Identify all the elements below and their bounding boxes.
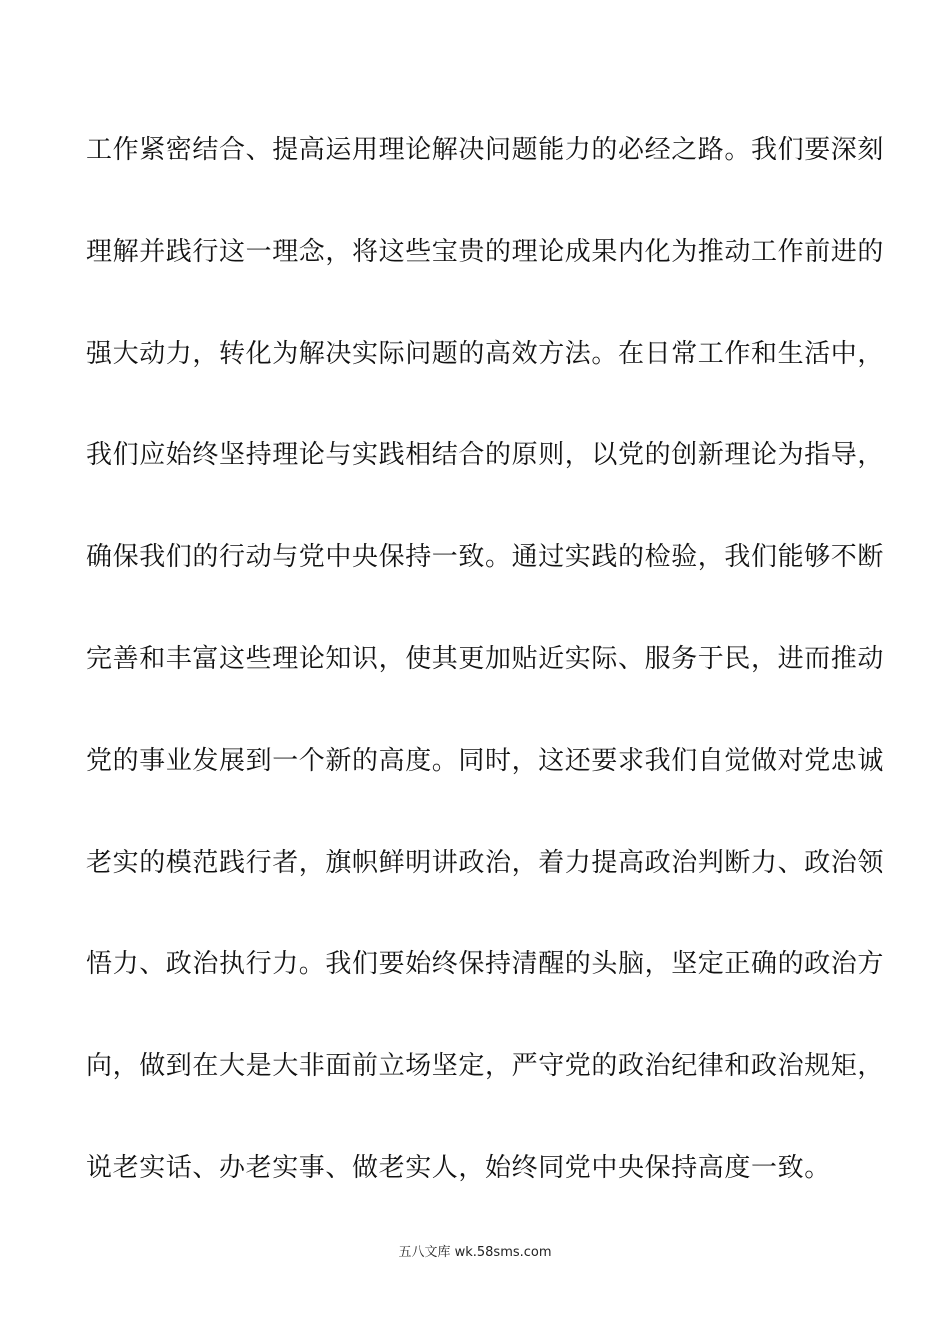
text-line: 党的事业发展到一个新的高度。同时，这还要求我们自觉做对党忠诚 bbox=[86, 745, 885, 776]
text-line: 完善和丰富这些理论知识，使其更加贴近实际、服务于民，进而推动 bbox=[86, 643, 885, 674]
page-footer: 五八文库 wk.58sms.com bbox=[398, 1245, 552, 1260]
text-line: 强大动力，转化为解决实际问题的高效方法。在日常工作和生活中， bbox=[86, 338, 885, 369]
text-line: 悟力、政治执行力。我们要始终保持清醒的头脑，坚定正确的政治方 bbox=[86, 949, 885, 980]
text-line: 工作紧密结合、提高运用理论解决问题能力的必经之路。我们要深刻 bbox=[86, 135, 885, 165]
text-line: 向，做到在大是大非面前立场坚定，严守党的政治纪律和政治规矩， bbox=[86, 1051, 885, 1082]
text-line: 老实的模范践行者，旗帜鲜明讲政治，着力提高政治判断力、政治领 bbox=[86, 847, 885, 878]
text-line: 确保我们的行动与党中央保持一致。通过实践的检验，我们能够不断 bbox=[86, 542, 885, 573]
text-line: 说老实话、办老实事、做老实人，始终同党中央保持高度一致。 bbox=[86, 1152, 831, 1183]
body-paragraph bbox=[86, 118, 885, 1238]
text-line: 我们应始终坚持理论与实践相结合的原则，以党的创新理论为指导， bbox=[86, 440, 885, 471]
text-line: 理解并践行这一理念，将这些宝贵的理论成果内化为推动工作前进的 bbox=[86, 236, 885, 267]
